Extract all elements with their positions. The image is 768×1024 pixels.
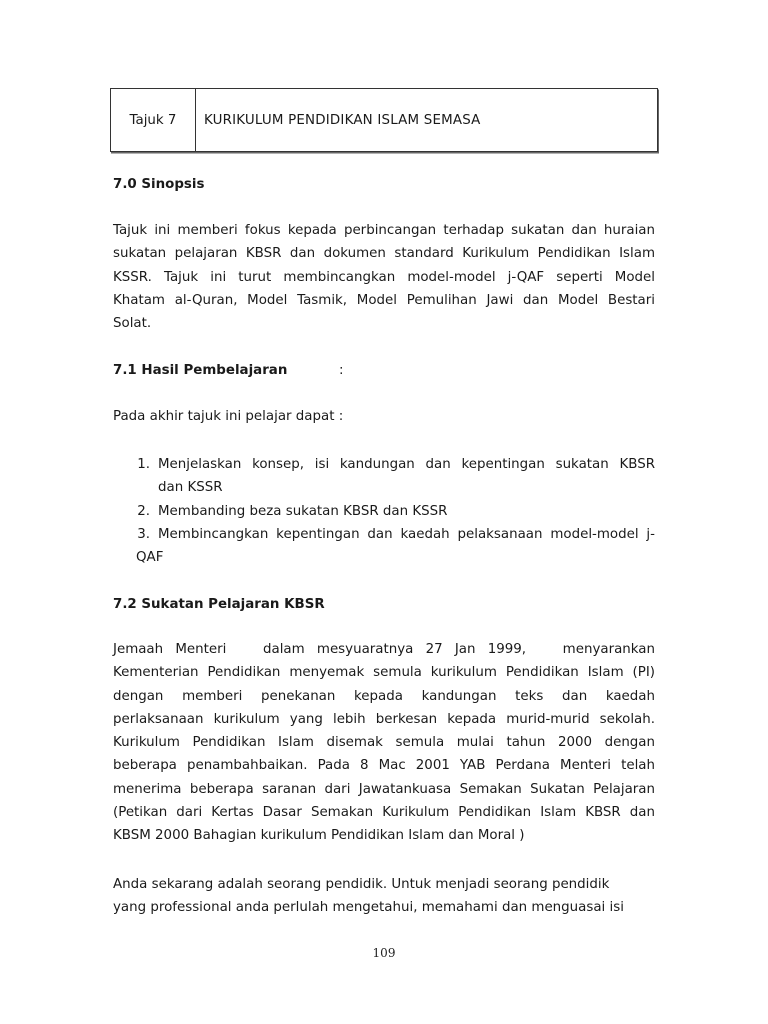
objective-item-continuation [131,546,655,569]
objective-list [131,453,655,569]
sinopsis-heading: 7.0 Sinopsis [113,177,205,192]
sinopsis-line: sukatan pelajaran KBSR dan dokumen standard Kurikulum Pendidikan Islam [113,246,655,262]
sukatan-paragraph-2 [113,873,653,920]
sukatan-line: dengan memberi penekanan kepada kandungan teks dan kaedah [113,688,655,704]
hasil-intro: Pada akhir tajuk ini pelajar dapat : [113,409,344,424]
sukatan-paragraph [113,638,655,848]
topic-label: Tajuk 7 [111,89,196,151]
sukatan-line: Kementerian Pendidikan menyemak semula kurikulum Pendidikan Islam (PI) [113,665,655,681]
sinopsis-paragraph [113,219,655,335]
objective-number: 1. [137,457,150,472]
sukatan-line: yang professional anda perlulah mengetahui, memahami dan menguasai isi [113,900,624,916]
topic-title: KURIKULUM PENDIDIKAN ISLAM SEMASA [204,112,481,128]
objective-line: Membincangkan kepentingan dan kaedah pelaksanaan model-model j- [158,526,655,542]
objective-text [158,523,655,546]
objective-line: Membanding beza sukatan KBSR dan KSSR [158,503,448,519]
objective-line: QAF [136,550,164,566]
objective-item [131,500,655,523]
objective-item [131,453,655,500]
hasil-heading-text: 7.1 Hasil Pembelajaran [113,363,288,378]
objective-text [158,453,655,500]
sinopsis-line: Solat. [113,316,152,332]
sukatan-line: perlaksanaan kurikulum yang lebih berkesan kepada murid-murid sekolah. [113,711,655,727]
objective-line: Menjelaskan konsep, isi kandungan dan kepentingan sukatan KBSR [158,457,655,472]
sukatan-line: (Petikan dari Kertas Dasar Semakan Kurikulum Pendidikan Islam KBSR dan [113,805,655,821]
sukatan-line: menerima beberapa saranan dari Jawatankuasa Semakan Sukatan Pelajaran [113,781,655,797]
objective-text [158,500,655,523]
objective-item [131,523,655,546]
sukatan-line: Jemaah Menteri dalam mesyuaratnya 27 Jan 1999, menyarankan [113,642,655,657]
sukatan-heading: 7.2 Sukatan Pelajaran KBSR [113,597,325,612]
sinopsis-line: KSSR. Tajuk ini turut membincangkan model-model j-QAF seperti Model [113,269,655,285]
hasil-heading [113,359,655,382]
objective-number: 2. [137,503,150,519]
objective-line: dan KSSR [158,480,223,496]
sukatan-line: KBSM 2000 Bahagian kurikulum Pendidikan Islam dan Moral ) [113,828,525,844]
sinopsis-line: Khatam al-Quran, Model Tasmik, Model Pemulihan Jawi dan Model Bestari [113,292,655,308]
topic-header-box [110,88,658,152]
objective-number: 3. [137,526,150,542]
sukatan-line: Kurikulum Pendidikan Islam disemak semula mulai tahun 2000 dengan [113,735,655,751]
sinopsis-line: Tajuk ini memberi fokus kepada perbincangan terhadap sukatan dan huraian [113,223,655,238]
sukatan-line: beberapa penambahbaikan. Pada 8 Mac 2001 YAB Perdana Menteri telah [113,758,655,774]
page-number: 109 [372,946,396,960]
hasil-heading-colon: : [339,363,344,378]
sukatan-line: Anda sekarang adalah seorang pendidik. Untuk menjadi seorang pendidik [113,877,610,892]
